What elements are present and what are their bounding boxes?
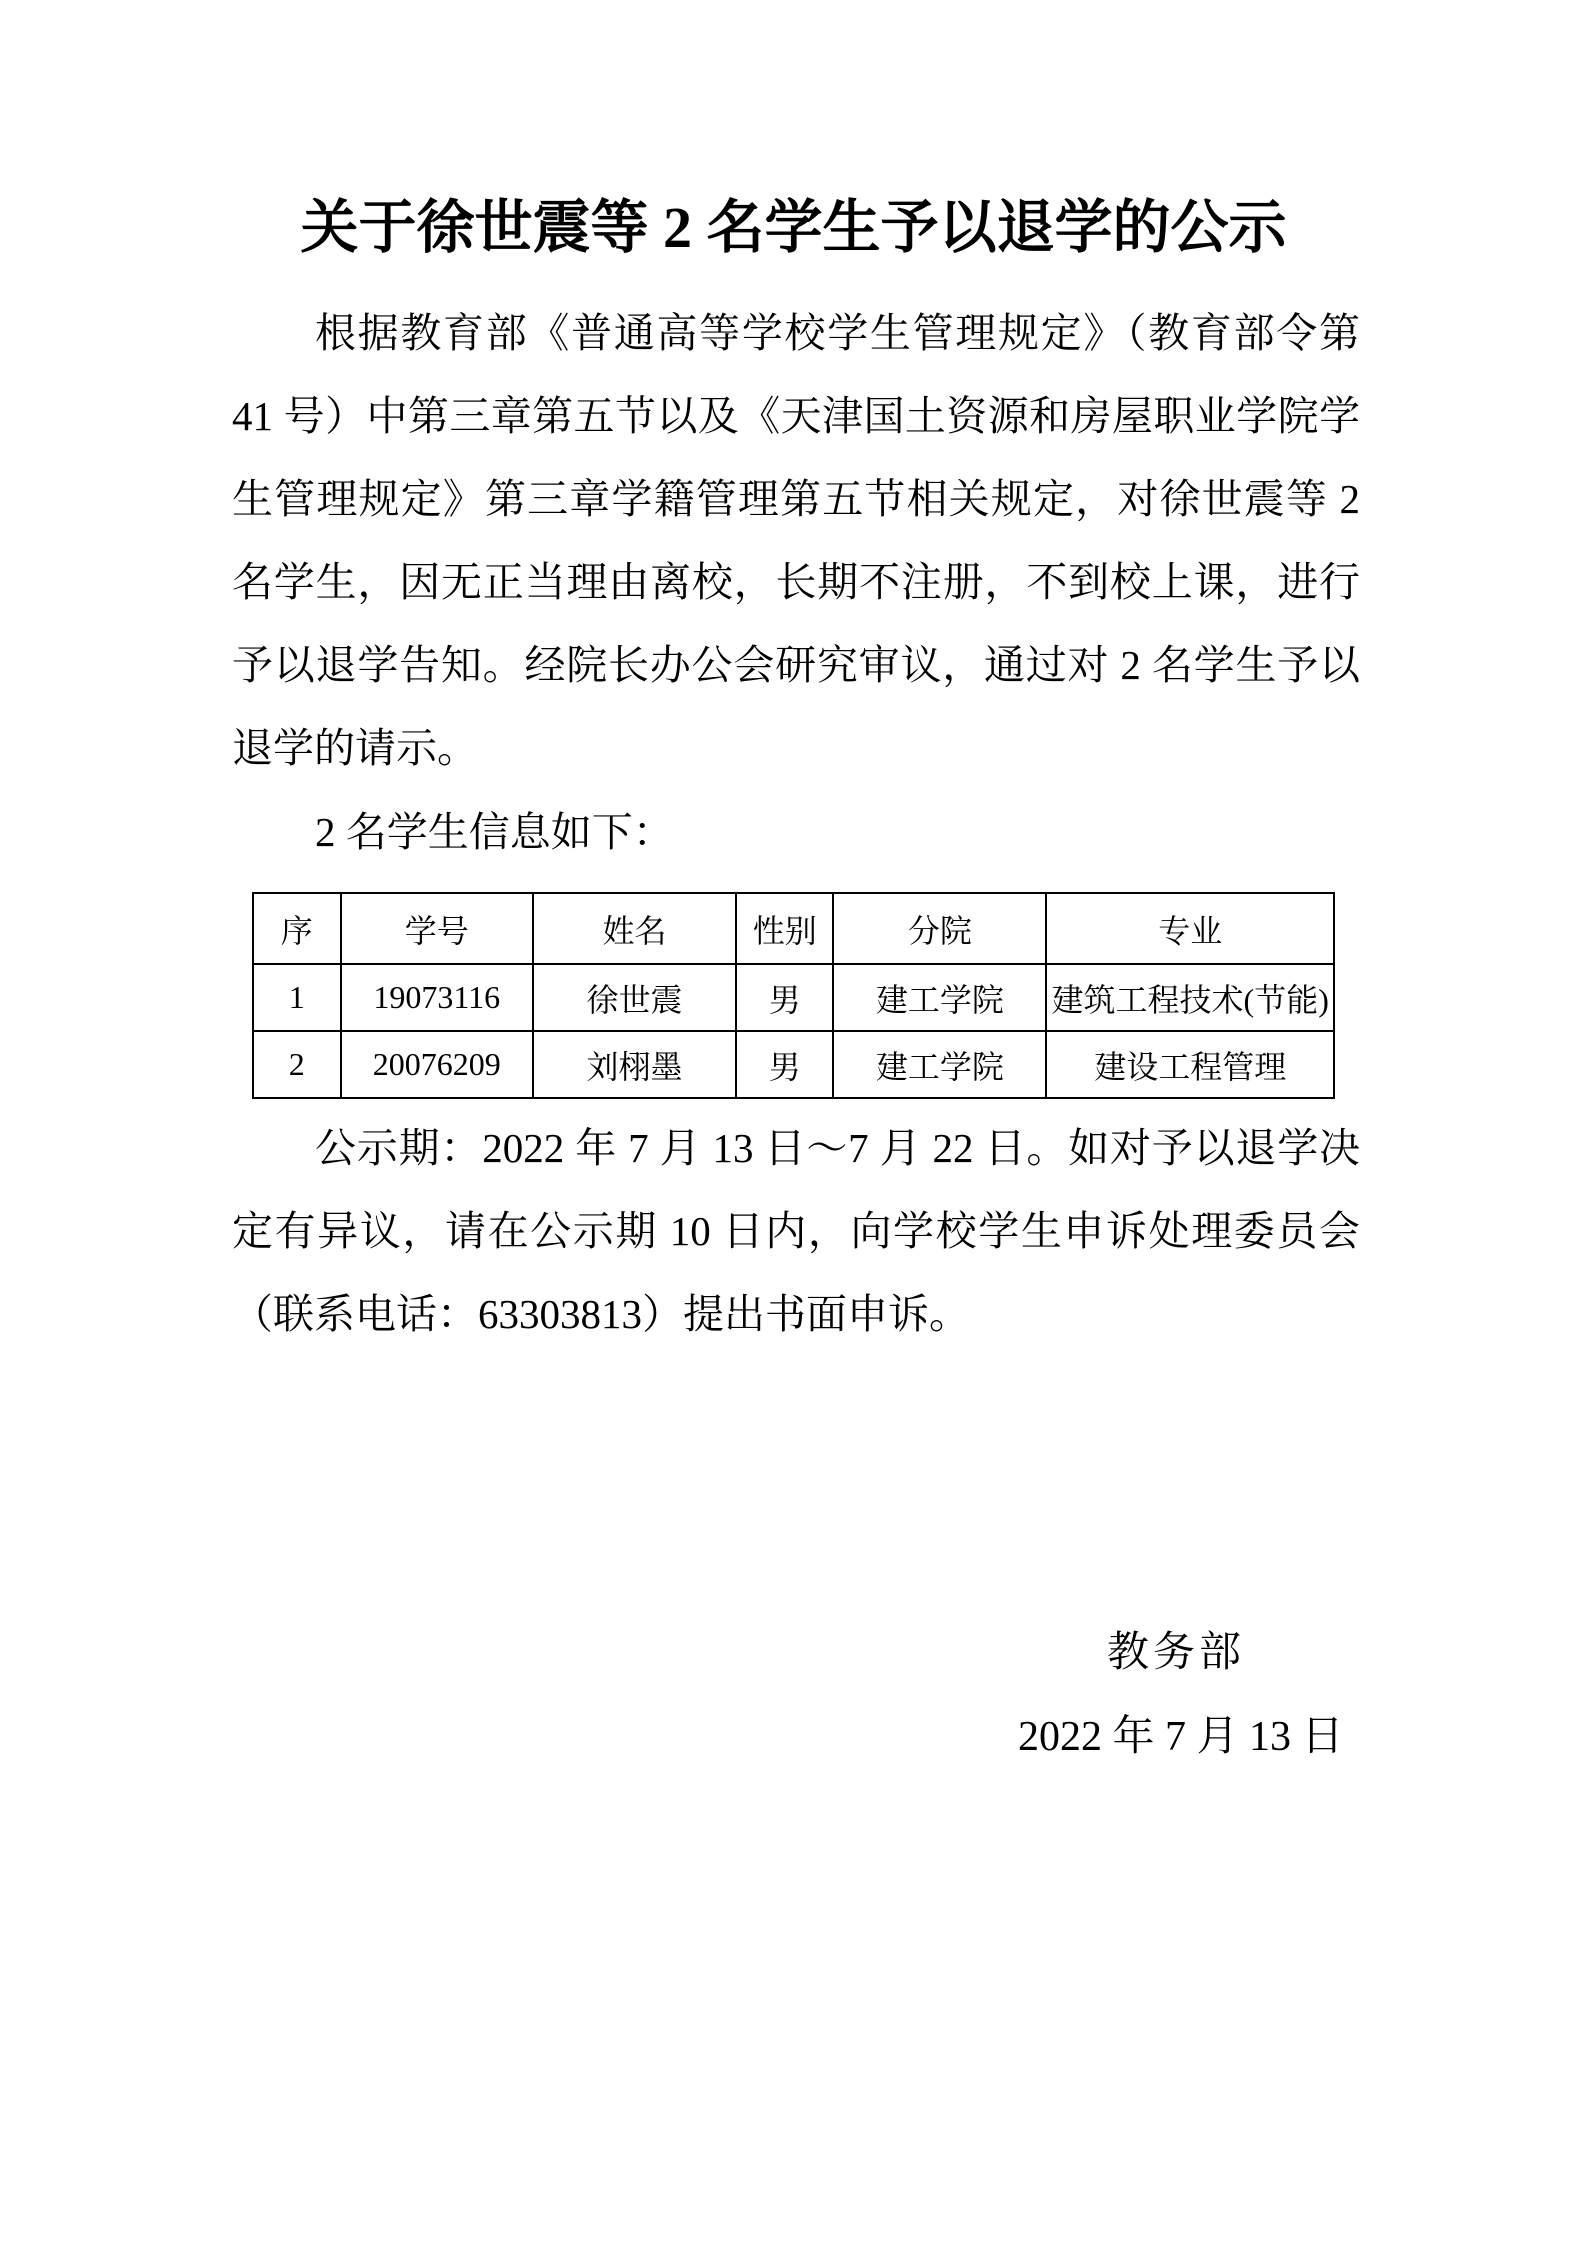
column-header: 分院 bbox=[833, 893, 1046, 964]
table-row bbox=[253, 1031, 1334, 1098]
table-cell: 男 bbox=[736, 964, 833, 1031]
student-info-intro-line: 2 名学生信息如下： bbox=[315, 809, 674, 855]
paragraph-publicity-period: 公示期：2022 年 7 月 13 日～7 月 22 日。如对予以退学决定有异议，请在公示期 10 日内，向学校学生申诉处理委员会（联系电话：63303813）提出书面申诉。 bbox=[232, 1125, 1360, 1337]
students-table-body bbox=[253, 964, 1334, 1098]
table-cell: 建设工程管理 bbox=[1046, 1031, 1334, 1098]
table-cell: 19073116 bbox=[341, 964, 533, 1031]
column-header: 学号 bbox=[341, 893, 533, 964]
table-header-row bbox=[253, 893, 1334, 964]
table-cell: 男 bbox=[736, 1031, 833, 1098]
students-table-header bbox=[253, 893, 1334, 964]
table-cell: 建工学院 bbox=[833, 964, 1046, 1031]
table-row bbox=[253, 964, 1334, 1031]
signature-date: 2022 年 7 月 13 日 bbox=[1018, 1714, 1344, 1760]
column-header: 性别 bbox=[736, 893, 833, 964]
table-cell: 建工学院 bbox=[833, 1031, 1046, 1098]
table-cell: 1 bbox=[253, 964, 341, 1031]
signature-department: 教务部 bbox=[1107, 1630, 1246, 1676]
students-table bbox=[252, 892, 1335, 1099]
column-header: 姓名 bbox=[533, 893, 736, 964]
column-header: 专业 bbox=[1046, 893, 1334, 964]
table-cell: 徐世震 bbox=[533, 964, 736, 1031]
table-cell: 20076209 bbox=[341, 1031, 533, 1098]
document-title: 关于徐世震等 2 名学生予以退学的公示 bbox=[300, 195, 1287, 260]
table-cell: 刘栩墨 bbox=[533, 1031, 736, 1098]
table-cell: 建筑工程技术(节能) bbox=[1046, 964, 1334, 1031]
table-cell: 2 bbox=[253, 1031, 341, 1098]
paragraph-basis: 根据教育部《普通高等学校学生管理规定》（教育部令第 41 号）中第三章第五节以及《天津国土资源和房屋职业学院学生管理规定》第三章学籍管理第五节相关规定，对徐世震等 2 名学生，因无正当理由离校，长期不注册，不到校上课，进行予以退学告知。经院长办公会研究审议，通过对 2 名学生予以退学的请示。 bbox=[232, 310, 1360, 771]
column-header: 序 bbox=[253, 893, 341, 964]
